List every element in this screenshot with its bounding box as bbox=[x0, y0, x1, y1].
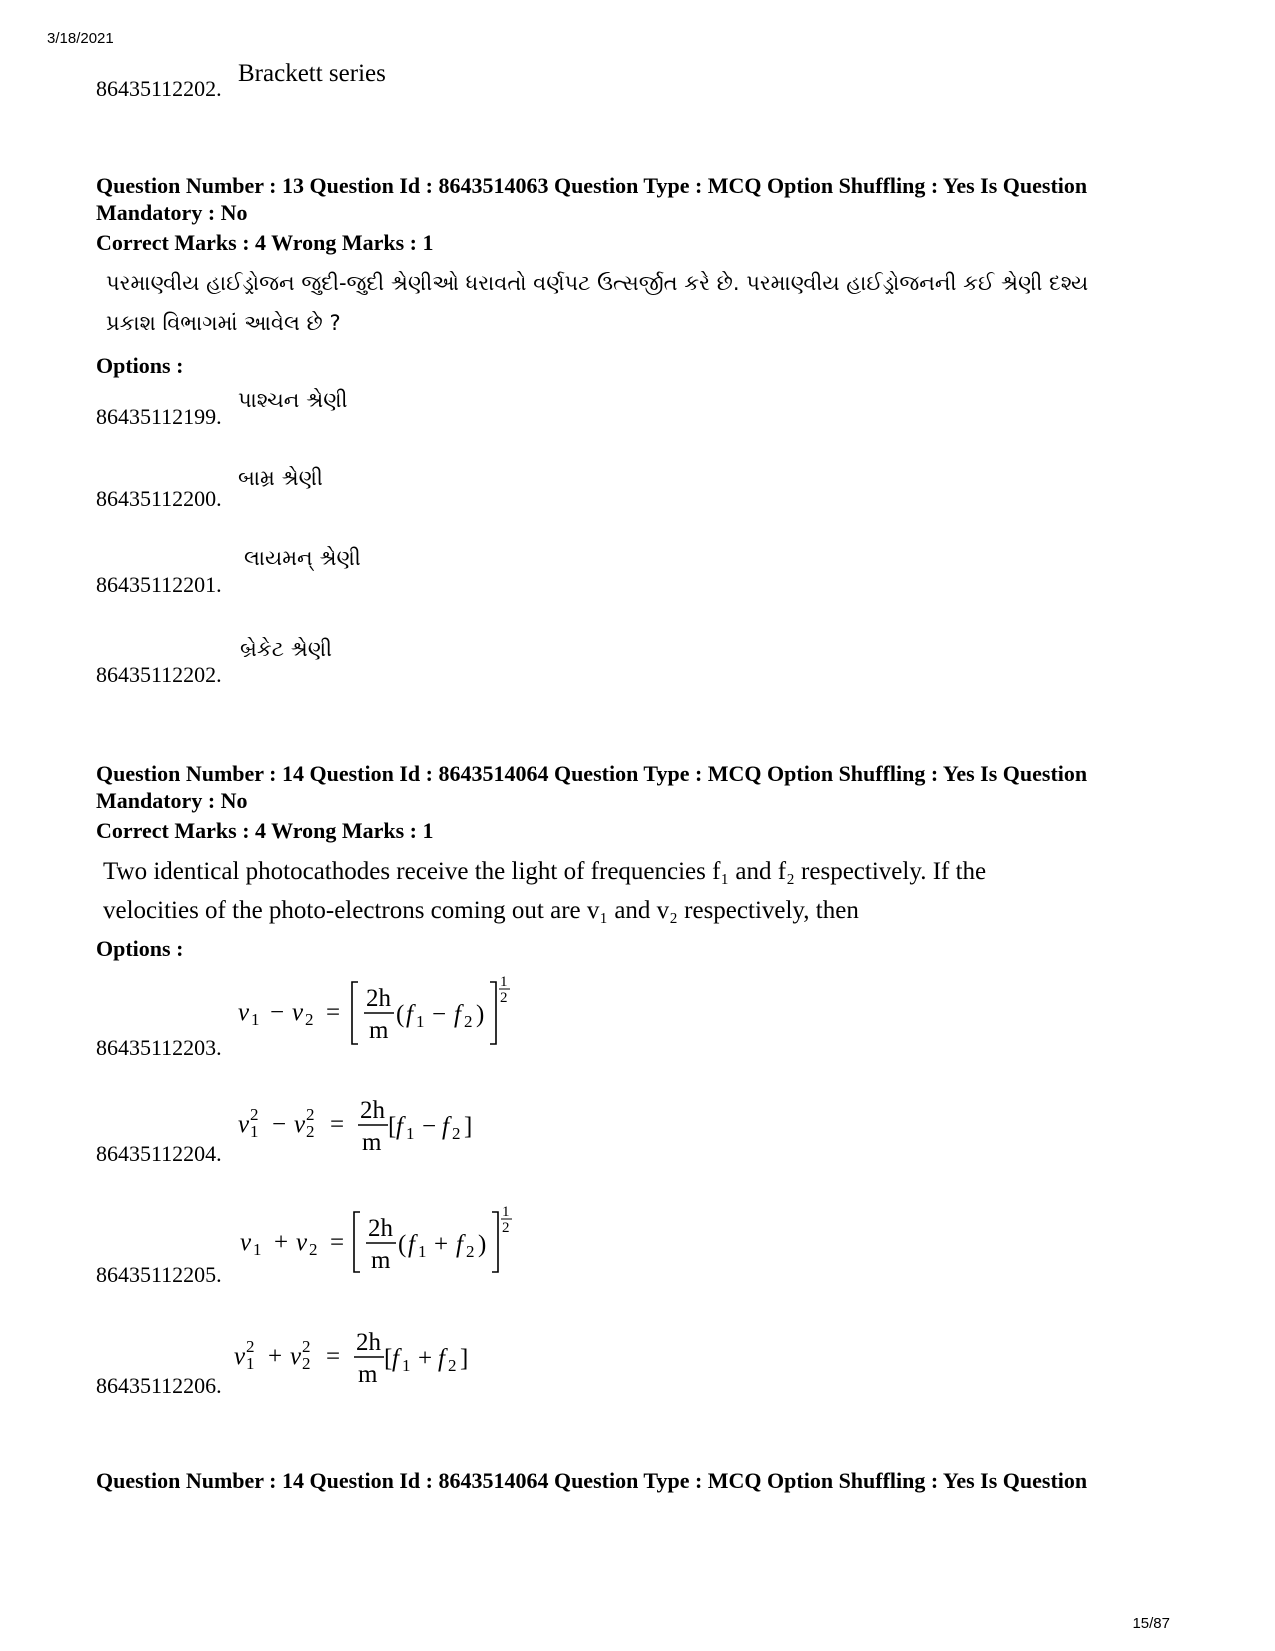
svg-text:]: ] bbox=[460, 1345, 469, 1372]
svg-text:2: 2 bbox=[305, 1010, 314, 1029]
option-text: બ્રેકેટ શ્રેણી bbox=[240, 637, 333, 661]
svg-text:1: 1 bbox=[251, 1010, 260, 1029]
svg-text:v: v bbox=[238, 999, 250, 1026]
svg-text:1: 1 bbox=[253, 1240, 262, 1259]
svg-text:[: [ bbox=[384, 1345, 393, 1372]
svg-text:f: f bbox=[392, 1345, 399, 1372]
question-meta bbox=[96, 172, 1196, 226]
svg-text:=: = bbox=[326, 1343, 341, 1370]
svg-text:2h: 2h bbox=[360, 1097, 385, 1124]
option-id: 86435112202. bbox=[96, 662, 222, 687]
svg-text:2: 2 bbox=[309, 1240, 318, 1259]
svg-text:f: f bbox=[454, 1001, 461, 1028]
svg-text:+: + bbox=[434, 1231, 449, 1258]
svg-text:−: − bbox=[432, 1001, 447, 1028]
question-text-line: પ્રકાશ વિભાગમાં આવેલ છે ? bbox=[106, 311, 341, 335]
svg-text:1: 1 bbox=[250, 1122, 259, 1141]
svg-text:f: f bbox=[408, 1231, 415, 1258]
formula-v1-plus-v2 bbox=[236, 1198, 536, 1278]
option-id: 86435112200. bbox=[96, 486, 222, 511]
svg-text:(: ( bbox=[398, 1231, 407, 1258]
svg-text:v: v bbox=[292, 999, 304, 1026]
options-label: Options : bbox=[96, 936, 184, 961]
svg-text:2h: 2h bbox=[356, 1329, 381, 1356]
svg-text:2: 2 bbox=[448, 1356, 457, 1375]
svg-text:+: + bbox=[268, 1343, 283, 1370]
svg-text:+: + bbox=[274, 1229, 289, 1256]
option-formula bbox=[236, 970, 536, 1057]
svg-text:f: f bbox=[456, 1231, 463, 1258]
svg-text:1: 1 bbox=[246, 1354, 255, 1373]
svg-text:−: − bbox=[272, 1111, 287, 1138]
svg-text:1: 1 bbox=[416, 1012, 425, 1031]
question-marks: Correct Marks : 4 Wrong Marks : 1 bbox=[96, 818, 434, 843]
svg-text:2h: 2h bbox=[368, 1215, 393, 1242]
svg-text:+: + bbox=[418, 1345, 433, 1372]
svg-text:v: v bbox=[234, 1343, 246, 1370]
question-text-line: Two identical photocathodes receive the light of frequencies f₁ and f₂ respectively. If the bbox=[103, 858, 987, 885]
svg-text:1: 1 bbox=[502, 1204, 510, 1220]
question-text bbox=[103, 852, 1203, 930]
svg-text:=: = bbox=[330, 1229, 345, 1256]
option-id: 86435112203. bbox=[96, 1035, 222, 1060]
question-meta-line: Question Number : 13 Question Id : 8643514063 Question Type : MCQ Option Shuffling : Yes Is Question bbox=[96, 173, 1088, 198]
svg-text:f: f bbox=[442, 1113, 449, 1140]
formula-v1-minus-v2 bbox=[236, 970, 536, 1050]
svg-text:(: ( bbox=[396, 1001, 405, 1028]
question-meta-line: Mandatory : No bbox=[96, 200, 248, 225]
question-meta-line: Mandatory : No bbox=[96, 788, 248, 813]
question-meta: Question Number : 14 Question Id : 8643514064 Question Type : MCQ Option Shuffling : Yes Is Question bbox=[96, 1468, 1088, 1493]
option-id: 86435112205. bbox=[96, 1262, 222, 1287]
svg-text:2: 2 bbox=[464, 1012, 473, 1031]
svg-text:f: f bbox=[396, 1113, 403, 1140]
option-text: બામ્ર શ્રેણી bbox=[238, 466, 323, 490]
svg-text:1: 1 bbox=[402, 1356, 411, 1375]
svg-text:2: 2 bbox=[452, 1124, 461, 1143]
option-formula bbox=[232, 1322, 532, 1399]
svg-text:): ) bbox=[476, 1001, 485, 1028]
svg-text:2: 2 bbox=[250, 1105, 259, 1124]
svg-text:m: m bbox=[369, 1017, 389, 1044]
option-formula bbox=[236, 1198, 536, 1285]
svg-text:1: 1 bbox=[406, 1124, 415, 1143]
svg-text:]: ] bbox=[464, 1113, 473, 1140]
svg-text:[: [ bbox=[388, 1113, 397, 1140]
svg-text:2: 2 bbox=[466, 1242, 475, 1261]
svg-text:v: v bbox=[238, 1111, 250, 1138]
svg-text:2: 2 bbox=[500, 990, 508, 1006]
svg-text:v: v bbox=[290, 1343, 302, 1370]
svg-text:v: v bbox=[240, 1229, 252, 1256]
svg-text:2: 2 bbox=[502, 1220, 510, 1236]
svg-text:−: − bbox=[270, 999, 285, 1026]
option-text: Brackett series bbox=[238, 60, 386, 87]
option-id: 86435112201. bbox=[96, 572, 222, 597]
svg-text:2: 2 bbox=[306, 1105, 315, 1124]
question-meta bbox=[96, 760, 1196, 814]
svg-text:−: − bbox=[422, 1113, 437, 1140]
question-text-line: પરમાણ્વીય હાઈડ્રોજન જુદી-જુદી શ્રેણીઓ ધરાવતો વર્ણપટ ઉત્સર્જીત કરે છે. પરમાણ્વીય હાઈડ્રોજનની કઈ શ્રેણી દશ્ય bbox=[106, 271, 1089, 295]
page-number: 15/87 bbox=[1132, 1615, 1170, 1632]
svg-text:m: m bbox=[358, 1361, 378, 1388]
question-text bbox=[106, 263, 1206, 343]
option-id: 86435112204. bbox=[96, 1141, 222, 1166]
svg-text:f: f bbox=[438, 1345, 445, 1372]
svg-text:2: 2 bbox=[302, 1337, 311, 1356]
svg-text:v: v bbox=[296, 1229, 308, 1256]
svg-text:2: 2 bbox=[306, 1122, 315, 1141]
option-text: લાયમન્ શ્રેણી bbox=[244, 546, 361, 570]
print-date: 3/18/2021 bbox=[47, 30, 114, 47]
question-text-line: velocities of the photo-electrons coming out are v₁ and v₂ respectively, then bbox=[103, 897, 859, 924]
question-meta-line: Question Number : 14 Question Id : 8643514064 Question Type : MCQ Option Shuffling : Yes Is Question bbox=[96, 761, 1088, 786]
option-text: પાશ્ચન શ્રેણી bbox=[238, 388, 348, 412]
svg-text:1: 1 bbox=[500, 974, 508, 990]
svg-text:2: 2 bbox=[302, 1354, 311, 1373]
svg-text:=: = bbox=[326, 999, 341, 1026]
svg-text:2: 2 bbox=[246, 1337, 255, 1356]
formula-v1sq-minus-v2sq bbox=[236, 1090, 536, 1160]
options-label: Options : bbox=[96, 353, 184, 378]
svg-text:v: v bbox=[294, 1111, 306, 1138]
question-marks: Correct Marks : 4 Wrong Marks : 1 bbox=[96, 230, 434, 255]
option-id: 86435112206. bbox=[96, 1373, 222, 1398]
svg-text:2h: 2h bbox=[366, 985, 391, 1012]
svg-text:=: = bbox=[330, 1111, 345, 1138]
svg-text:f: f bbox=[406, 1001, 413, 1028]
svg-text:m: m bbox=[362, 1129, 382, 1156]
formula-v1sq-plus-v2sq bbox=[232, 1322, 532, 1392]
option-formula bbox=[236, 1090, 536, 1167]
option-id: 86435112199. bbox=[96, 404, 222, 429]
option-id: 86435112202. bbox=[96, 76, 222, 101]
svg-text:1: 1 bbox=[418, 1242, 427, 1261]
svg-text:m: m bbox=[371, 1247, 391, 1274]
svg-text:): ) bbox=[478, 1231, 487, 1258]
